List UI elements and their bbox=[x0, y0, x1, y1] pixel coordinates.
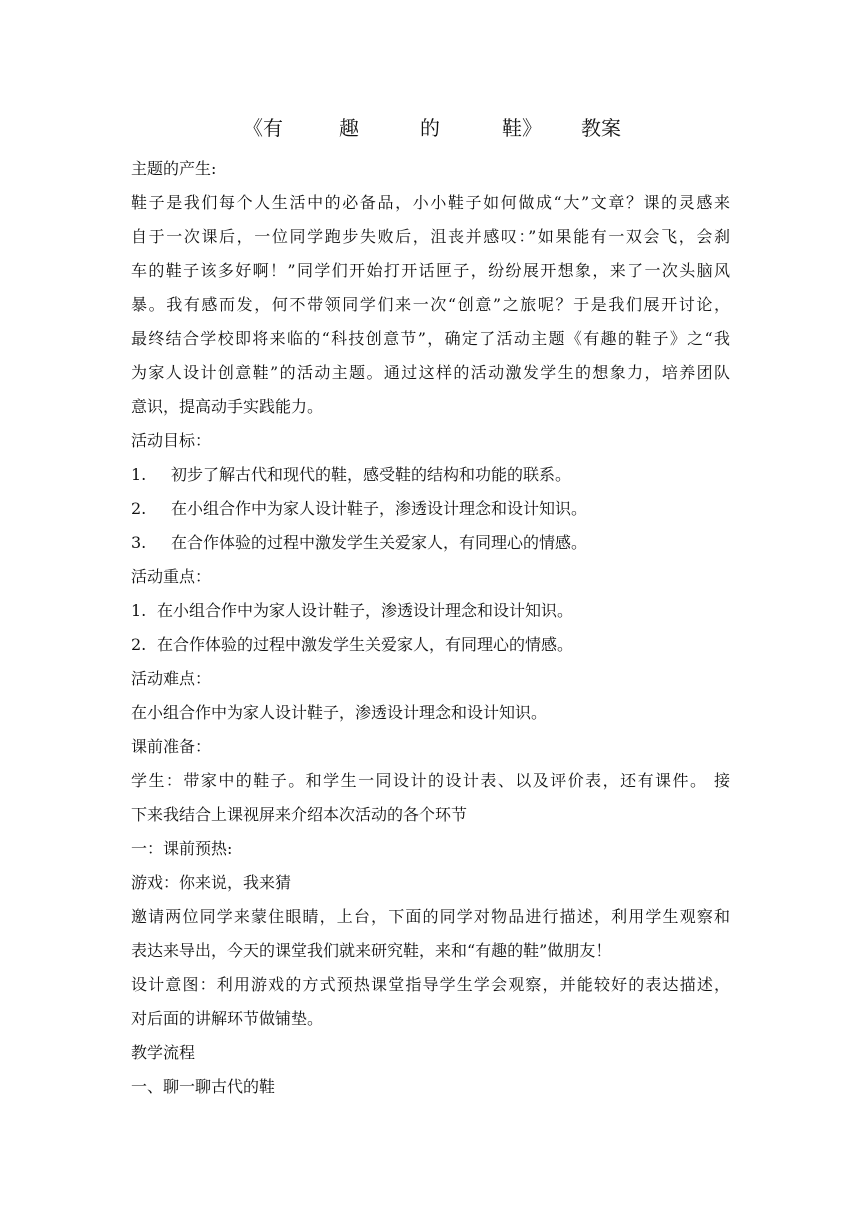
document-body bbox=[131, 152, 731, 1104]
paragraph-line: 表达来导出，今天的课堂我们就来研究鞋，来和“有趣的鞋”做朋友！ bbox=[131, 941, 612, 960]
list-item bbox=[131, 526, 731, 560]
paragraph-line: 最终结合学校即将来临的“科技创意节”，确定了活动主题《有趣的鞋子》之“我 bbox=[131, 329, 730, 348]
paragraph-line: 暴。我有感而发，何不带领同学们来一次“创意”之旅呢？于是我们展开讨论， bbox=[131, 295, 730, 314]
paragraph-line: 设计意图：利用游戏的方式预热课堂指导学生学会观察，并能较好的表达描述， bbox=[131, 975, 730, 994]
paragraph-line: 为家人设计创意鞋”的活动主题。通过这样的活动激发学生的想象力，培养团队 bbox=[131, 363, 730, 382]
paragraph-line: 意识，提高动手实践能力。 bbox=[131, 397, 324, 416]
section-heading: 课前准备： bbox=[131, 737, 212, 756]
list-text: 在合作体验的过程中激发学生关爱家人，有同理心的情感。 bbox=[171, 533, 588, 552]
paragraph-line: 游戏：你来说，我来猜 bbox=[131, 873, 292, 892]
title-part: 趣 bbox=[339, 116, 359, 140]
title-part: 鞋》 bbox=[502, 116, 542, 140]
title-part: 《有 bbox=[243, 116, 283, 140]
list-number: 2. bbox=[131, 635, 147, 654]
paragraph-line: 鞋子是我们每个人生活中的必备品，小小鞋子如何做成“大”文章？课的灵感来 bbox=[131, 193, 730, 212]
list-text: 在小组合作中为家人设计鞋子，渗透设计理念和设计知识。 bbox=[171, 499, 588, 518]
paragraph-line: 邀请两位同学来蒙住眼睛，上台，下面的同学对物品进行描述，利用学生观察和 bbox=[131, 907, 730, 926]
section-heading: 主题的产生: bbox=[131, 159, 217, 178]
section-heading: 教学流程 bbox=[131, 1043, 196, 1062]
list-item bbox=[131, 628, 731, 662]
list-text: 初步了解古代和现代的鞋，感受鞋的结构和功能的联系。 bbox=[171, 465, 572, 484]
paragraph-line: 下来我结合上课视屏来介绍本次活动的各个环节 bbox=[131, 805, 468, 824]
list-text: 在合作体验的过程中激发学生关爱家人，有同理心的情感。 bbox=[157, 635, 574, 654]
list-number: 1. bbox=[131, 601, 147, 620]
paragraph-line: 学生：带家中的鞋子。和学生一同设计的设计表、以及评价表，还有课件。 接 bbox=[131, 771, 730, 790]
list-text: 在小组合作中为家人设计鞋子，渗透设计理念和设计知识。 bbox=[157, 601, 574, 620]
section-heading: 活动重点： bbox=[131, 567, 212, 586]
section-heading: 活动难点： bbox=[131, 669, 212, 688]
list-item bbox=[131, 492, 731, 526]
paragraph-line: 对后面的讲解环节做铺垫。 bbox=[131, 1009, 324, 1028]
section-heading: 一、聊一聊古代的鞋 bbox=[131, 1077, 276, 1096]
list-number: 2. bbox=[131, 499, 147, 518]
list-number: 1. bbox=[131, 465, 147, 484]
section-heading: 一：课前预热: bbox=[131, 839, 233, 858]
list-item bbox=[131, 458, 731, 492]
paragraph-line: 车的鞋子该多好啊！”同学们开始打开话匣子，纷纷展开想象，来了一次头脑风 bbox=[131, 261, 730, 280]
section-heading: 活动目标： bbox=[131, 431, 212, 450]
document-title bbox=[0, 113, 860, 143]
paragraph-line: 在小组合作中为家人设计鞋子，渗透设计理念和设计知识。 bbox=[131, 703, 548, 722]
list-number: 3. bbox=[131, 533, 147, 552]
paragraph-line: 自于一次课后，一位同学跑步失败后，沮丧并感叹：”如果能有一双会飞，会刹 bbox=[131, 227, 730, 246]
title-part: 教案 bbox=[581, 116, 621, 140]
title-part: 的 bbox=[420, 116, 440, 140]
list-item bbox=[131, 594, 731, 628]
